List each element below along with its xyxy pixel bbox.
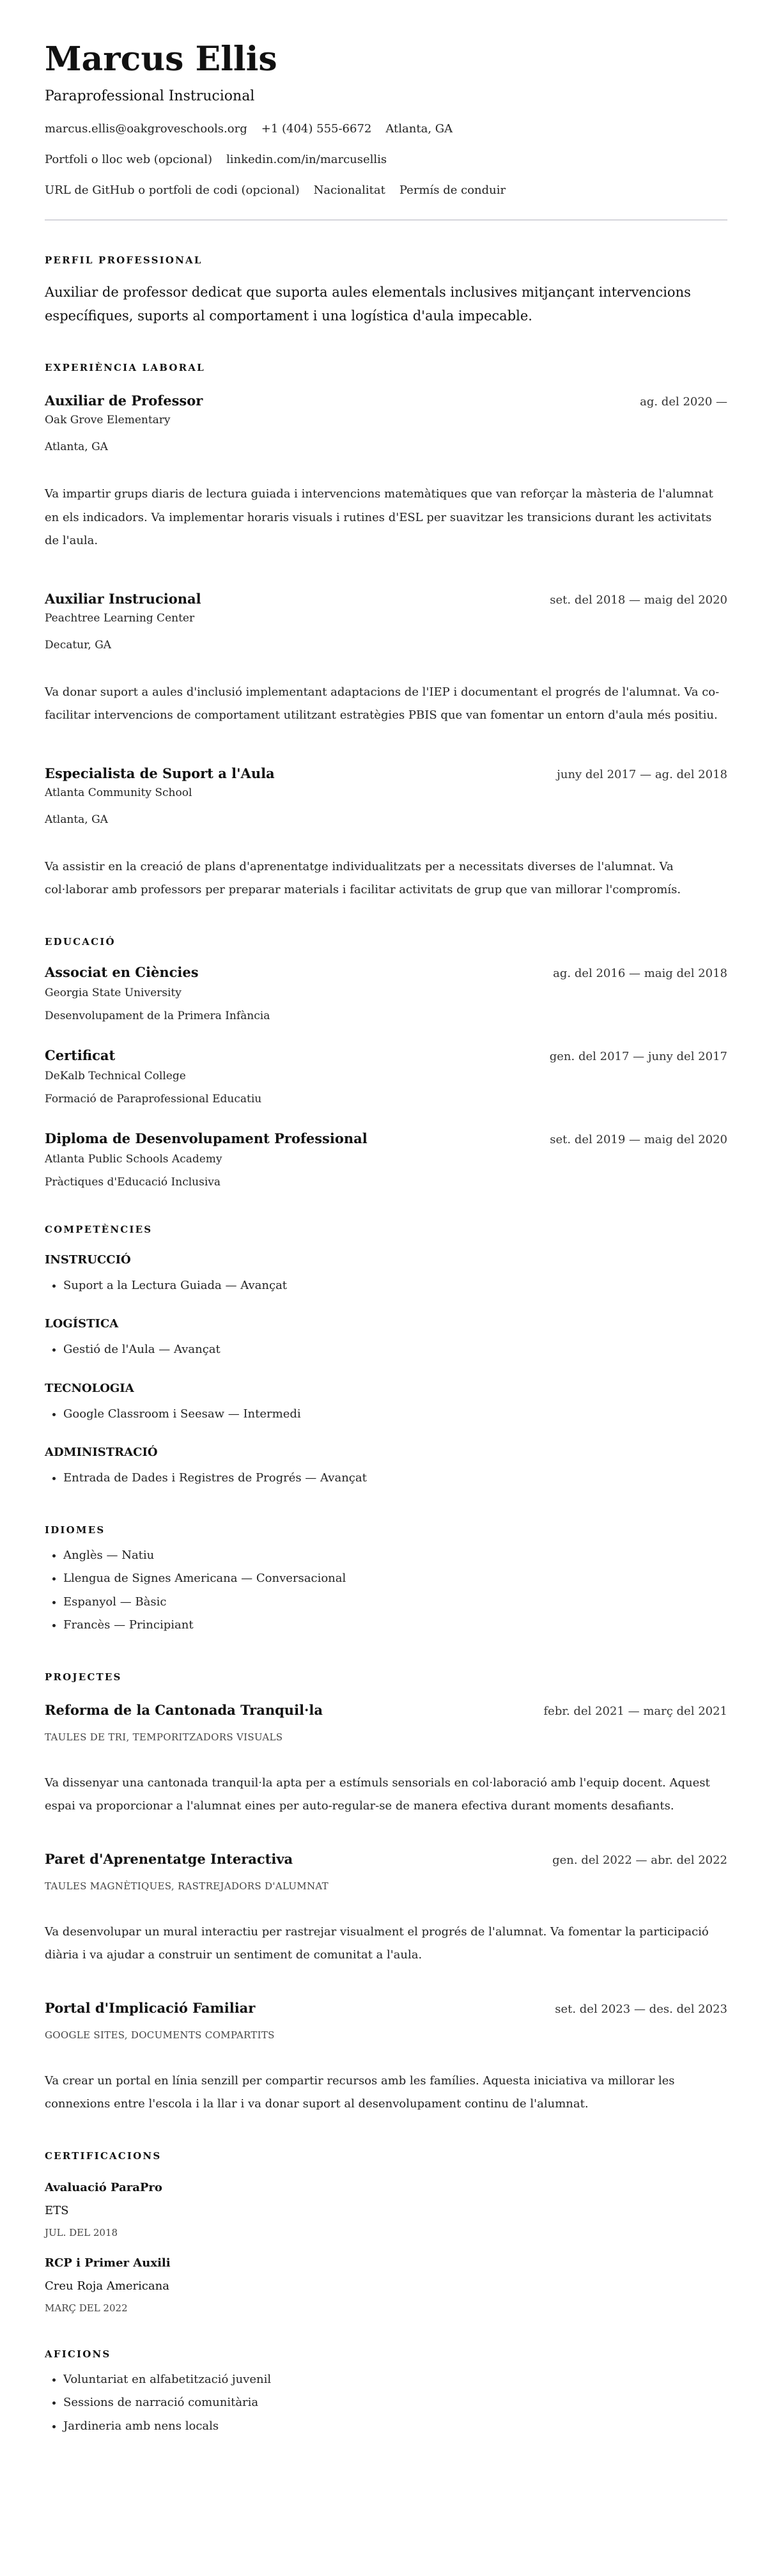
skill-category: TECNOLOGIA xyxy=(45,1381,134,1395)
skill-item: • Google Classroom i Seesaw — Intermedi xyxy=(63,1403,727,1426)
education-entry xyxy=(45,1047,727,1107)
candidate-name: Marcus Ellis xyxy=(45,40,277,79)
school-name: Georgia State University xyxy=(45,986,182,999)
summary-text: Auxiliar de professor dedicat que suporta aules elementals inclusives mitjançant intervencions específiques, suports al comportament i una logística d'aula impecable. xyxy=(45,285,691,324)
skills-section xyxy=(45,1223,727,1490)
entry-header xyxy=(45,964,727,981)
skill-list xyxy=(45,1274,727,1298)
education-section xyxy=(45,935,727,1190)
email-link[interactable]: marcus.ellis@oakgroveschools.org xyxy=(45,122,247,136)
project-dates: set. del 2023 — des. del 2023 xyxy=(555,2002,727,2016)
contact-row xyxy=(45,152,727,168)
skill-list xyxy=(45,1338,727,1362)
degree: Associat en Ciències xyxy=(45,964,199,980)
job-title: Auxiliar de Professor xyxy=(45,393,203,409)
degree: Diploma de Desenvolupament Professional xyxy=(45,1130,368,1146)
job-title: Auxiliar Instrucional xyxy=(45,590,201,607)
job-description: Va assistir en la creació de plans d'aprenentatge individualitzats per a necessitats diverses de l'alumnat. Va col·laborar amb professors per preparar materials i facilitar activitats de grup que van millorar l'compromís. xyxy=(45,859,681,896)
certification-entry xyxy=(45,2256,727,2314)
job-location: Atlanta, GA xyxy=(45,813,108,826)
project-description: Va dissenyar una cantonada tranquil·la apta per a estímuls sensorials en col·laboració amb l'equip docent. Aquest espai va proporcionar a l'alumnat eines per auto-regular-se de manera efectiva durant moments desafiants. xyxy=(45,1776,710,1813)
certification-date: MARÇ DEL 2022 xyxy=(45,2302,128,2314)
certification-entry xyxy=(45,2180,727,2239)
section-heading: AFICIONS xyxy=(45,2348,111,2360)
certifications-section xyxy=(45,2150,727,2314)
education-dates: gen. del 2017 — juny del 2017 xyxy=(549,1049,727,1063)
project-entry xyxy=(45,1850,727,1967)
github-link[interactable]: URL de GitHub o portfoli de codi (opcional) xyxy=(45,183,300,197)
section-heading: EXPERIÈNCIA LABORAL xyxy=(45,362,205,373)
driving-license: Permís de conduir xyxy=(399,183,506,197)
section-heading: EDUCACIÓ xyxy=(45,935,116,948)
location: Atlanta, GA xyxy=(385,122,453,136)
project-tags: TAULES MAGNÈTIQUES, RASTREJADORS D'ALUMNAT xyxy=(45,1880,329,1892)
section-heading: PERFIL PROFESSIONAL xyxy=(45,254,203,266)
education-entry xyxy=(45,964,727,1024)
entry-header xyxy=(45,1130,727,1148)
project-entry xyxy=(45,1701,727,1818)
job-dates: set. del 2018 — maig del 2020 xyxy=(550,593,727,607)
skill-category: ADMINISTRACIÓ xyxy=(45,1446,158,1459)
section-heading: COMPETÈNCIES xyxy=(45,1223,153,1235)
job-location: Atlanta, GA xyxy=(45,441,108,453)
certification-issuer: Creu Roja Americana xyxy=(45,2279,169,2293)
job-location: Decatur, GA xyxy=(45,638,112,652)
entry-header xyxy=(45,1850,727,1868)
project-description: Va desenvolupar un mural interactiu per rastrejar visualment el progrés de l'alumnat. Va fomentar la participació diària i va ajudar a construir un sentiment de comunitat a l'aula. xyxy=(45,1924,709,1962)
experience-entry xyxy=(45,590,727,728)
job-dates: ag. del 2020 — xyxy=(640,395,727,409)
job-description: Va impartir grups diaris de lectura guiada i intervencions matemàtiques que van reforçar la màsteria de l'alumnat en els indicadors. Va implementar horaris visuals i rutines d'ESL per suavitzar les transicions durant les activitats de l'aula. xyxy=(45,487,713,547)
entry-header xyxy=(45,765,727,783)
entry-header xyxy=(45,590,727,608)
skill-category: INSTRUCCIÓ xyxy=(45,1253,131,1267)
experience-entry xyxy=(45,765,727,902)
education-entry xyxy=(45,1130,727,1190)
skill-category: LOGÍSTICA xyxy=(45,1317,119,1331)
project-description: Va crear un portal en línia senzill per compartir recursos amb les famílies. Aquesta iniciativa va millorar les connexions entre l'escola i la llar i va donar suport al desenvolupament continu de l'alumnat. xyxy=(45,2073,675,2111)
company-name: Peachtree Learning Center xyxy=(45,611,195,625)
entry-header xyxy=(45,392,727,410)
certification-name: Avaluació ParaPro xyxy=(45,2180,162,2194)
school-name: Atlanta Public Schools Academy xyxy=(45,1152,222,1166)
skill-item: • Entrada de Dades i Registres de Progrés — Avançat xyxy=(63,1467,727,1490)
education-dates: ag. del 2016 — maig del 2018 xyxy=(553,966,727,980)
field-of-study: Formació de Paraprofessional Educatiu xyxy=(45,1092,262,1105)
project-title: Portal d'Implicació Familiar xyxy=(45,1999,256,2016)
degree: Certificat xyxy=(45,1047,116,1063)
job-dates: juny del 2017 — ag. del 2018 xyxy=(557,767,727,781)
certification-date: JUL. DEL 2018 xyxy=(45,2226,118,2238)
school-name: DeKalb Technical College xyxy=(45,1069,186,1082)
section-heading: IDIOMES xyxy=(45,1524,105,1536)
company-name: Atlanta Community School xyxy=(45,786,192,799)
project-dates: gen. del 2022 — abr. del 2022 xyxy=(552,1853,727,1867)
entry-header xyxy=(45,1047,727,1065)
skill-list xyxy=(45,1467,727,1490)
entry-header xyxy=(45,1999,727,2017)
language-item: • Espanyol — Bàsic xyxy=(63,1591,727,1614)
header-divider xyxy=(45,219,727,221)
languages-section xyxy=(45,1524,727,1637)
candidate-title: Paraprofessional Instrucional xyxy=(45,88,255,104)
summary-section xyxy=(45,254,727,328)
hobbies-section xyxy=(45,2348,727,2439)
resume-header xyxy=(45,40,727,198)
projects-section xyxy=(45,1671,727,2116)
hobby-item: • Jardineria amb nens locals xyxy=(63,2415,727,2439)
hobby-item: • Voluntariat en alfabetització juvenil xyxy=(63,2368,727,2392)
job-title: Especialista de Suport a l'Aula xyxy=(45,765,275,781)
language-item: • Anglès — Natiu xyxy=(63,1544,727,1568)
project-tags: GOOGLE SITES, DOCUMENTS COMPARTITS xyxy=(45,2029,275,2041)
skill-item: • Gestió de l'Aula — Avançat xyxy=(63,1338,727,1362)
linkedin-link[interactable]: linkedin.com/in/marcusellis xyxy=(226,153,387,166)
portfolio-link[interactable]: Portfoli o lloc web (opcional) xyxy=(45,153,212,166)
project-tags: TAULES DE TRI, TEMPORITZADORS VISUALS xyxy=(45,1731,283,1743)
field-of-study: Desenvolupament de la Primera Infància xyxy=(45,1009,270,1022)
language-item: • Francès — Principiant xyxy=(63,1614,727,1637)
job-description: Va donar suport a aules d'inclusió implementant adaptacions de l'IEP i documentant el progrés de l'alumnat. Va co-facilitar intervencions de comportament utilitzant estratègies PBIS que van fomentar un entorn d'aula més positiu. xyxy=(45,685,720,722)
hobbies-list xyxy=(45,2368,727,2439)
contact-row xyxy=(45,183,727,198)
project-title: Reforma de la Cantonada Tranquil·la xyxy=(45,1701,323,1718)
entry-header xyxy=(45,1701,727,1719)
company-name: Oak Grove Elementary xyxy=(45,414,171,426)
project-title: Paret d'Aprenentatge Interactiva xyxy=(45,1850,293,1867)
phone: +1 (404) 555-6672 xyxy=(261,122,372,136)
experience-entry xyxy=(45,392,727,553)
project-entry xyxy=(45,1999,727,2116)
nationality: Nacionalitat xyxy=(313,183,385,197)
certification-issuer: ETS xyxy=(45,2203,69,2217)
languages-list xyxy=(45,1544,727,1637)
skill-list xyxy=(45,1403,727,1426)
skill-item: • Suport a la Lectura Guiada — Avançat xyxy=(63,1274,727,1298)
language-item: • Llengua de Signes Americana — Conversacional xyxy=(63,1567,727,1591)
section-heading: PROJECTES xyxy=(45,1671,122,1683)
contact-row xyxy=(45,121,727,137)
project-dates: febr. del 2021 — març del 2021 xyxy=(543,1704,727,1718)
field-of-study: Pràctiques d'Educació Inclusiva xyxy=(45,1175,221,1189)
education-dates: set. del 2019 — maig del 2020 xyxy=(550,1132,727,1146)
experience-section xyxy=(45,361,727,902)
hobby-item: • Sessions de narració comunitària xyxy=(63,2391,727,2415)
certification-name: RCP i Primer Auxili xyxy=(45,2256,171,2270)
section-heading: CERTIFICACIONS xyxy=(45,2150,162,2162)
